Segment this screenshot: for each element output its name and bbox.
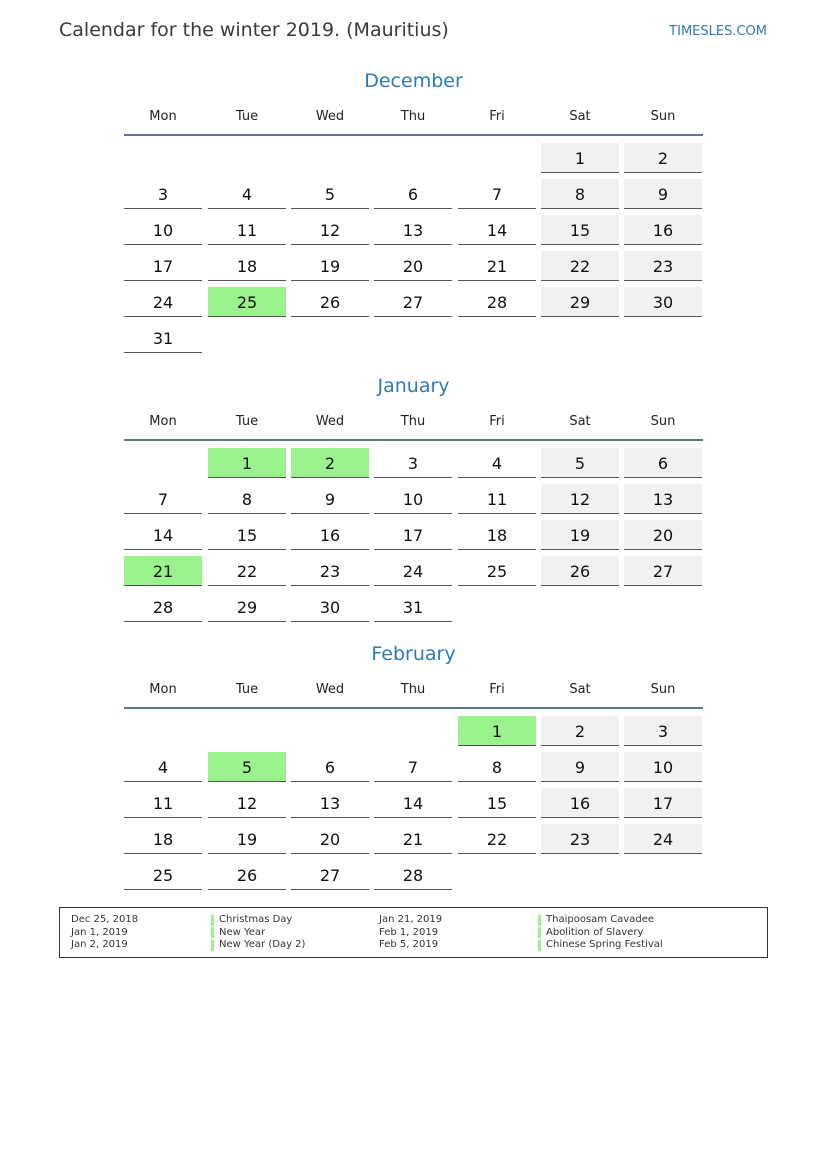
day-cell: 9 (291, 484, 369, 514)
day-cell: 30 (291, 592, 369, 622)
legend-holiday-name: Chinese Spring Festival (546, 939, 663, 950)
page-title: Calendar for the winter 2019. (Mauritius) (59, 19, 449, 41)
day-cell: 10 (624, 752, 702, 782)
weekday-header-sat: Sat (569, 414, 591, 429)
day-cell: 22 (458, 824, 536, 854)
legend-date: Jan 2, 2019 (71, 939, 128, 950)
day-cell: 9 (624, 179, 702, 209)
holiday-day-cell: 5 (208, 752, 286, 782)
day-cell: 29 (208, 592, 286, 622)
day-cell: 11 (458, 484, 536, 514)
day-cell: 8 (208, 484, 286, 514)
header-divider (124, 439, 703, 441)
day-cell: 19 (541, 520, 619, 550)
day-cell: 22 (208, 556, 286, 586)
legend-holiday-name: New Year (Day 2) (219, 939, 306, 950)
day-cell: 10 (124, 215, 202, 245)
legend-holiday-marker (538, 940, 541, 951)
day-cell: 28 (458, 287, 536, 317)
day-cell: 12 (291, 215, 369, 245)
day-cell: 13 (624, 484, 702, 514)
day-cell: 3 (124, 179, 202, 209)
day-cell: 2 (541, 716, 619, 746)
day-cell: 28 (374, 860, 452, 890)
legend-date: Feb 5, 2019 (379, 939, 439, 950)
weekday-header-thu: Thu (400, 682, 426, 697)
day-cell: 14 (124, 520, 202, 550)
weekday-header-wed: Wed (315, 682, 345, 697)
day-cell: 21 (458, 251, 536, 281)
day-cell: 15 (208, 520, 286, 550)
weekday-header-wed: Wed (315, 109, 345, 124)
day-cell: 31 (124, 323, 202, 353)
day-cell: 26 (208, 860, 286, 890)
day-cell: 16 (624, 215, 702, 245)
day-cell: 8 (541, 179, 619, 209)
day-cell: 20 (291, 824, 369, 854)
day-cell: 3 (374, 448, 452, 478)
day-cell: 7 (458, 179, 536, 209)
weekday-header-fri: Fri (489, 109, 505, 124)
day-cell: 15 (541, 215, 619, 245)
day-cell: 23 (624, 251, 702, 281)
day-cell: 19 (208, 824, 286, 854)
weekday-header-thu: Thu (400, 414, 426, 429)
legend-date: Feb 1, 2019 (379, 926, 439, 938)
weekday-header-sat: Sat (569, 109, 591, 124)
weekday-header-fri: Fri (489, 414, 505, 429)
day-cell: 3 (624, 716, 702, 746)
legend-holiday-name: New Year (219, 926, 266, 938)
weekday-header-sat: Sat (569, 682, 591, 697)
day-cell: 14 (458, 215, 536, 245)
holiday-day-cell: 1 (208, 448, 286, 478)
day-cell: 27 (624, 556, 702, 586)
day-cell: 18 (208, 251, 286, 281)
day-cell: 14 (374, 788, 452, 818)
day-cell: 29 (541, 287, 619, 317)
day-cell: 2 (624, 143, 702, 173)
day-cell: 5 (291, 179, 369, 209)
day-cell: 23 (541, 824, 619, 854)
weekday-header-tue: Tue (235, 682, 259, 697)
day-cell: 11 (208, 215, 286, 245)
legend-holiday-name: Christmas Day (219, 914, 293, 925)
weekday-header-thu: Thu (400, 109, 426, 124)
legend-date: Jan 1, 2019 (71, 926, 128, 938)
weekday-header-sun: Sun (650, 109, 676, 124)
holiday-day-cell: 2 (291, 448, 369, 478)
legend-holiday-marker (538, 927, 541, 938)
day-cell: 30 (624, 287, 702, 317)
day-cell: 18 (458, 520, 536, 550)
day-cell: 20 (624, 520, 702, 550)
legend-holiday-name: Thaipoosam Cavadee (546, 914, 655, 925)
day-cell: 17 (124, 251, 202, 281)
day-cell: 19 (291, 251, 369, 281)
day-cell: 8 (458, 752, 536, 782)
day-cell: 22 (541, 251, 619, 281)
day-cell: 11 (124, 788, 202, 818)
day-cell: 4 (124, 752, 202, 782)
weekday-header-sun: Sun (650, 414, 676, 429)
day-cell: 12 (541, 484, 619, 514)
day-cell: 24 (374, 556, 452, 586)
day-cell: 31 (374, 592, 452, 622)
holiday-day-cell: 1 (458, 716, 536, 746)
weekday-header-tue: Tue (235, 109, 259, 124)
weekday-header-tue: Tue (235, 414, 259, 429)
day-cell: 25 (458, 556, 536, 586)
day-cell: 4 (208, 179, 286, 209)
day-cell: 1 (541, 143, 619, 173)
month-name: February (371, 643, 456, 665)
weekday-header-fri: Fri (489, 682, 505, 697)
day-cell: 12 (208, 788, 286, 818)
day-cell: 17 (374, 520, 452, 550)
legend-date: Dec 25, 2018 (71, 914, 139, 925)
legend-date: Jan 21, 2019 (379, 914, 443, 925)
day-cell: 13 (291, 788, 369, 818)
legend-holiday-marker (211, 940, 214, 951)
holiday-legend (59, 907, 768, 958)
holiday-day-cell: 25 (208, 287, 286, 317)
day-cell: 16 (291, 520, 369, 550)
day-cell: 27 (291, 860, 369, 890)
legend-holiday-name: Abolition of Slavery (546, 926, 644, 938)
month-name: January (377, 375, 450, 397)
day-cell: 15 (458, 788, 536, 818)
day-cell: 5 (541, 448, 619, 478)
weekday-header-mon: Mon (149, 109, 177, 124)
day-cell: 6 (291, 752, 369, 782)
weekday-header-mon: Mon (149, 414, 177, 429)
weekday-header-mon: Mon (149, 682, 177, 697)
day-cell: 20 (374, 251, 452, 281)
day-cell: 24 (624, 824, 702, 854)
header-divider (124, 134, 703, 136)
day-cell: 27 (374, 287, 452, 317)
day-cell: 24 (124, 287, 202, 317)
day-cell: 26 (541, 556, 619, 586)
day-cell: 18 (124, 824, 202, 854)
legend-holiday-marker (538, 915, 541, 926)
day-cell: 25 (124, 860, 202, 890)
weekday-header-wed: Wed (315, 414, 345, 429)
header-divider (124, 707, 703, 709)
holiday-day-cell: 21 (124, 556, 202, 586)
day-cell: 6 (624, 448, 702, 478)
legend-holiday-marker (211, 915, 214, 926)
day-cell: 13 (374, 215, 452, 245)
day-cell: 6 (374, 179, 452, 209)
day-cell: 16 (541, 788, 619, 818)
day-cell: 7 (124, 484, 202, 514)
day-cell: 10 (374, 484, 452, 514)
day-cell: 21 (374, 824, 452, 854)
day-cell: 4 (458, 448, 536, 478)
day-cell: 26 (291, 287, 369, 317)
day-cell: 28 (124, 592, 202, 622)
day-cell: 17 (624, 788, 702, 818)
day-cell: 23 (291, 556, 369, 586)
legend-holiday-marker (211, 927, 214, 938)
day-cell: 7 (374, 752, 452, 782)
weekday-header-sun: Sun (650, 682, 676, 697)
month-name: December (364, 70, 463, 92)
site-link[interactable]: TIMESLES.COM (669, 24, 767, 39)
day-cell: 9 (541, 752, 619, 782)
